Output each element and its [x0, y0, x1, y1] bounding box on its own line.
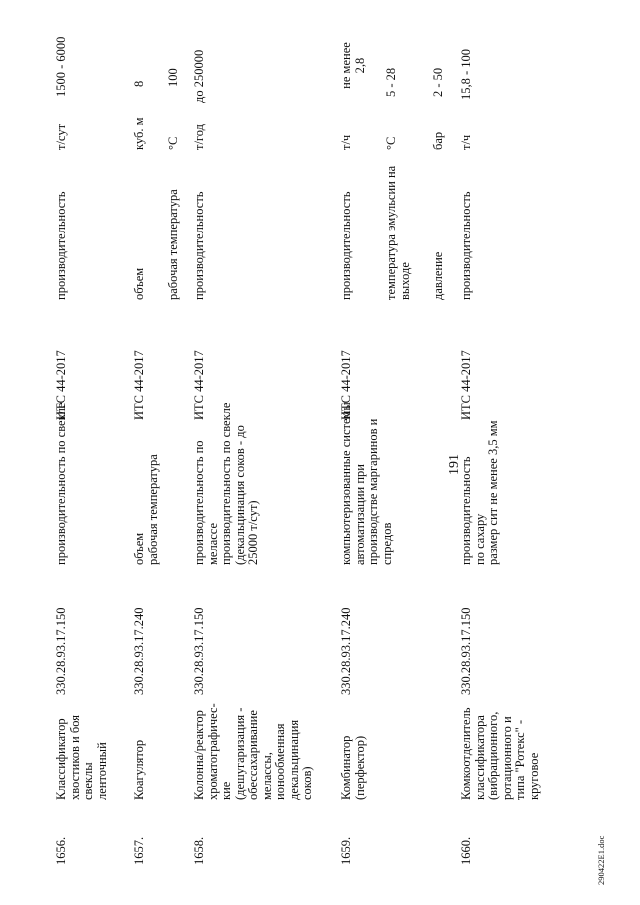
detail-parameter: объем [132, 267, 146, 300]
parameter: компьютеризованные системы автоматизации при производстве маргаринов и спредов [339, 402, 394, 565]
detail-value: не менее 2,8 [339, 42, 367, 89]
its-reference: ИТС 44-2017 [132, 350, 146, 420]
row-number: 1659. [339, 836, 353, 865]
detail-value: 5 - 28 [384, 67, 398, 97]
detail-parameter: производительность [54, 191, 68, 300]
okpd-code: 330.28.93.17.150 [459, 607, 473, 695]
detail-parameter: производительность [192, 191, 206, 300]
parameter: объем рабочая температура [132, 454, 160, 565]
row-number: 1657. [132, 836, 146, 865]
parameter: производительность по свекле [54, 402, 68, 565]
detail-unit: куб. м [132, 117, 146, 150]
row-number: 1658. [192, 836, 206, 865]
detail-unit: °С [384, 136, 398, 150]
detail-value: до 250000 [192, 49, 206, 103]
okpd-code: 330.28.93.17.150 [192, 607, 206, 695]
detail-unit: °С [166, 136, 180, 150]
its-reference: ИТС 44-2017 [54, 350, 68, 420]
its-reference: ИТС 44-2017 [459, 350, 473, 420]
okpd-code: 330.28.93.17.240 [132, 607, 146, 695]
file-name: 290422E1.doc [596, 835, 606, 885]
detail-parameter: производительность [459, 191, 473, 300]
okpd-code: 330.28.93.17.150 [54, 607, 68, 695]
detail-unit: т/год [192, 123, 206, 150]
parameter: производительность по сахару размер сит не менее 3,5 мм [459, 420, 500, 565]
okpd-code: 330.28.93.17.240 [339, 607, 353, 695]
item-name: Коагулятор [132, 739, 146, 800]
item-name: Классификатор хвостиков и боя свеклы ленточный [54, 715, 109, 800]
detail-value: 2 - 50 [431, 67, 445, 97]
detail-parameter: давление [431, 251, 445, 300]
detail-parameter: производительность [339, 191, 353, 300]
detail-parameter: рабочая температура [166, 189, 180, 300]
row-number: 1660. [459, 836, 473, 865]
detail-parameter: температура эмульсии на выходе [384, 165, 412, 300]
its-reference: ИТС 44-2017 [192, 350, 206, 420]
detail-value: 8 [132, 80, 146, 87]
detail-value: 15,8 - 100 [459, 48, 473, 100]
detail-unit: т/ч [459, 134, 473, 150]
item-name: Комбинатор (перфектор) [339, 735, 367, 800]
item-name: Колонна/реактор хроматографичес- кие (дешугаризация - обессахаривание мелассы, ионообменная декальцинация соков) [192, 703, 314, 800]
detail-unit: т/ч [339, 134, 353, 150]
detail-unit: т/сут [54, 123, 68, 150]
item-name: Комкоотделитель классификатора (вибрационного, ротационного и типа "Ротекс" - круговое [459, 707, 541, 800]
detail-unit: бар [431, 131, 445, 150]
parameter: производительность по мелассе производительность по свекле (декальцинация соков - до 25000 т/сут) [192, 402, 260, 565]
page-number: 191 [447, 454, 462, 475]
its-reference: ИТС 44-2017 [339, 350, 353, 420]
detail-value: 100 [166, 68, 180, 87]
detail-value: 1500 - 6000 [54, 36, 68, 97]
row-number: 1656. [54, 836, 68, 865]
